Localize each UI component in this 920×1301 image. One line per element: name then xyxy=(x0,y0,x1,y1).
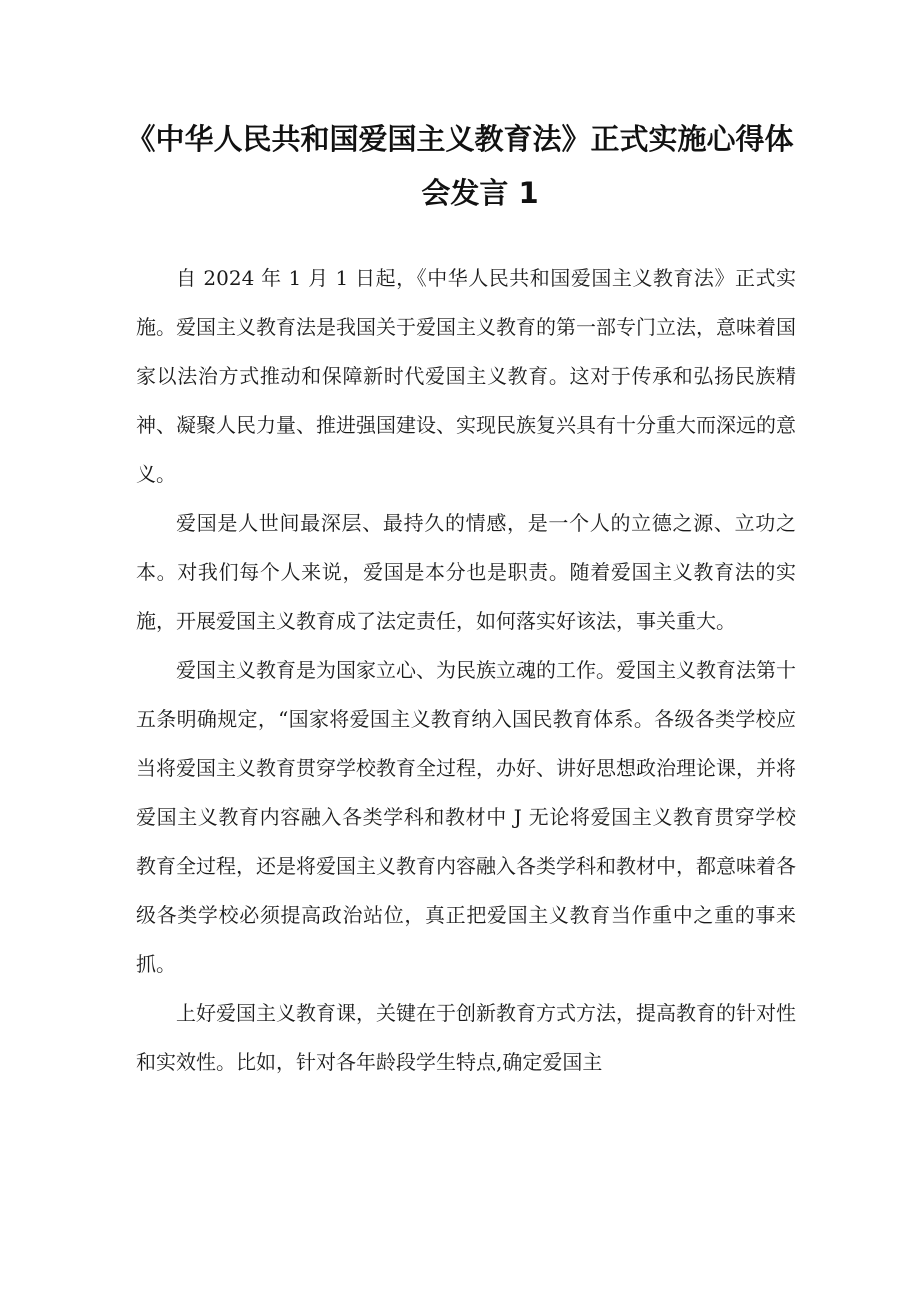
document-body xyxy=(136,254,796,1087)
paragraph-3: 爱国主义教育是为国家立心、为民族立魂的工作。爱国主义教育法第十五条明确规定，“国家将爱国主义教育纳入国民教育体系。各级各类学校应当将爱国主义教育贯穿学校教育全过程，办好、讲好思想政治理论课，并将爱国主义教育内容融入各类学科和教材中 J 无论将爱国主义教育贯穿学校教育全过程，还是将爱国主义教育内容融入各类学科和教材中，都意味着各级各类学校必须提高政治站位，真正把爱国主义教育当作重中之重的事来抓。 xyxy=(136,658,796,976)
paragraph-2: 爱国是人世间最深层、最持久的情感，是一个人的立德之源、立功之本。对我们每个人来说，爱国是本分也是职责。随着爱国主义教育法的实施，开展爱国主义教育成了法定责任，如何落实好该法，事关重大。 xyxy=(136,511,796,633)
title-line-2: 会发言 1 xyxy=(421,176,539,210)
title-line-1: 《中华人民共和国爱国主义教育法》正式实施心得体 xyxy=(126,122,794,156)
paragraph-1: 自 2024 年 1 月 1 日起，《中华人民共和国爱国主义教育法》正式实施。爱国主义教育法是我国关于爱国主义教育的第一部专门立法，意味着国家以法治方式推动和保障新时代爱国主义教育。这对于传承和弘扬民族精神、凝聚人民力量、推进强国建设、实现民族复兴具有十分重大而深远的意义。 xyxy=(136,266,796,486)
document-title xyxy=(120,112,800,220)
paragraph-4: 上好爱国主义教育课，关键在于创新教育方式方法，提高教育的针对性和实效性。比如，针对各年龄段学生特点,确定爱国主 xyxy=(136,1001,796,1074)
